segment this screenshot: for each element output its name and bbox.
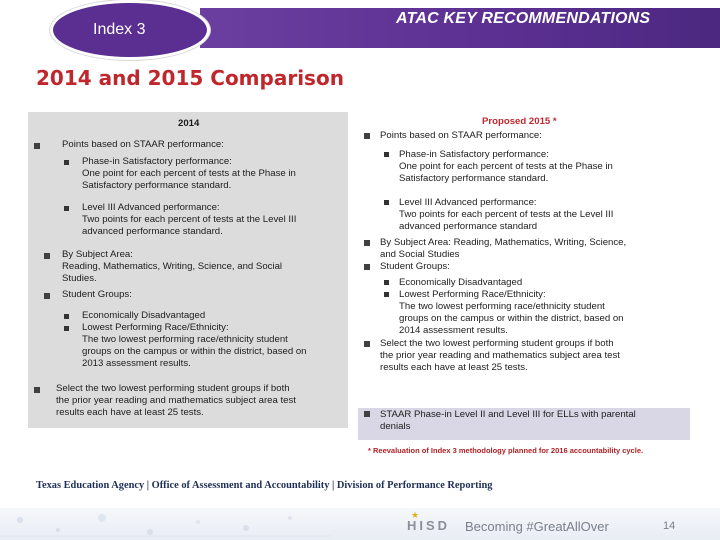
bullet-icon: [64, 160, 69, 165]
left-line: 2013 assessment results.: [82, 358, 191, 369]
right-line: groups on the campus or within the district, based on: [399, 313, 624, 324]
right-line: The two lowest performing race/ethnicity student: [399, 301, 605, 312]
bullet-icon: [364, 264, 370, 270]
bullet-icon: [364, 411, 370, 417]
right-line: advanced performance standard: [399, 221, 538, 232]
panel-2014: [28, 112, 348, 428]
left-line: Economically Disadvantaged: [82, 310, 206, 321]
bullet-icon: [64, 206, 69, 211]
bullet-icon: [384, 152, 389, 157]
right-line: and Social Studies: [380, 249, 460, 260]
right-line: Satisfactory performance standard.: [399, 173, 549, 184]
right-line: By Subject Area: Reading, Mathematics, Writing, Science,: [380, 237, 627, 248]
slide-title: ATAC KEY RECOMMENDATIONS: [396, 10, 651, 27]
comparison-heading: 2014 and 2015 Comparison: [36, 66, 344, 90]
left-line: the prior year reading and mathematics subject area test: [56, 395, 296, 406]
left-line: Lowest Performing Race/Ethnicity:: [82, 322, 229, 333]
left-line: The two lowest performing race/ethnicity student: [82, 334, 288, 345]
right-line: Phase-in Satisfactory performance:: [399, 149, 549, 160]
bullet-icon: [364, 240, 370, 246]
right-line: Select the two lowest performing student groups if both: [380, 338, 614, 349]
bullet-icon: [44, 293, 50, 299]
footer-decoration-icon: [0, 508, 330, 540]
right-line: Level III Advanced performance:: [399, 197, 537, 208]
left-line: Two points for each percent of tests at the Level III: [82, 214, 297, 225]
left-line: One point for each percent of tests at the Phase in: [82, 168, 296, 179]
footer-bar: [0, 508, 720, 540]
right-line: denials: [380, 421, 411, 432]
bullet-icon: [44, 253, 50, 259]
left-line: advanced performance standard.: [82, 226, 223, 237]
right-line: One point for each percent of tests at the Phase in: [399, 161, 613, 172]
right-line: STAAR Phase-in Level II and Level III for ELLs with parental: [380, 409, 636, 420]
bullet-icon: [384, 292, 389, 297]
right-line: Student Groups:: [380, 261, 450, 272]
right-line: 2014 assessment results.: [399, 325, 508, 336]
right-line: Economically Disadvantaged: [399, 277, 523, 288]
left-line: By Subject Area:: [62, 249, 133, 260]
right-line: the prior year reading and mathematics subject area test: [380, 350, 620, 361]
left-line: Studies.: [62, 273, 97, 284]
panel-2014-title: 2014: [178, 118, 200, 129]
bullet-icon: [34, 143, 40, 149]
star-icon: ★: [411, 510, 420, 520]
tagline: Becoming #GreatAllOver: [465, 519, 609, 534]
left-line: Phase-in Satisfactory performance:: [82, 156, 232, 167]
left-line: Points based on STAAR performance:: [62, 139, 224, 150]
panel-2015-title: Proposed 2015 *: [482, 116, 557, 127]
footnote: * Reevaluation of Index 3 methodology planned for 2016 accountability cycle.: [368, 446, 644, 455]
left-line: Reading, Mathematics, Writing, Science, and Social: [62, 261, 283, 272]
hisd-logo: HISD: [407, 518, 451, 533]
left-line: results each have at least 25 tests.: [56, 407, 204, 418]
bullet-icon: [64, 326, 69, 331]
left-line: Student Groups:: [62, 289, 132, 300]
bullet-icon: [364, 133, 370, 139]
right-line: Points based on STAAR performance:: [380, 130, 542, 141]
left-line: groups on the campus or within the district, based on: [82, 346, 307, 357]
page-number: 14: [663, 520, 676, 532]
right-line: results each have at least 25 tests.: [380, 362, 528, 373]
source-attribution: Texas Education Agency | Office of Assessment and Accountability | Division of Performance Reporting: [36, 480, 493, 491]
panel-2015: [356, 112, 692, 440]
left-line: Satisfactory performance standard.: [82, 180, 232, 191]
left-line: Level III Advanced performance:: [82, 202, 220, 213]
bullet-icon: [384, 280, 389, 285]
bullet-icon: [34, 387, 40, 393]
left-line: Select the two lowest performing student groups if both: [56, 383, 290, 394]
bullet-icon: [384, 200, 389, 205]
right-line: Two points for each percent of tests at the Level III: [399, 209, 614, 220]
index-label: Index 3: [93, 21, 146, 38]
bullet-icon: [364, 341, 370, 347]
right-line: Lowest Performing Race/Ethnicity:: [399, 289, 546, 300]
bullet-icon: [64, 314, 69, 319]
